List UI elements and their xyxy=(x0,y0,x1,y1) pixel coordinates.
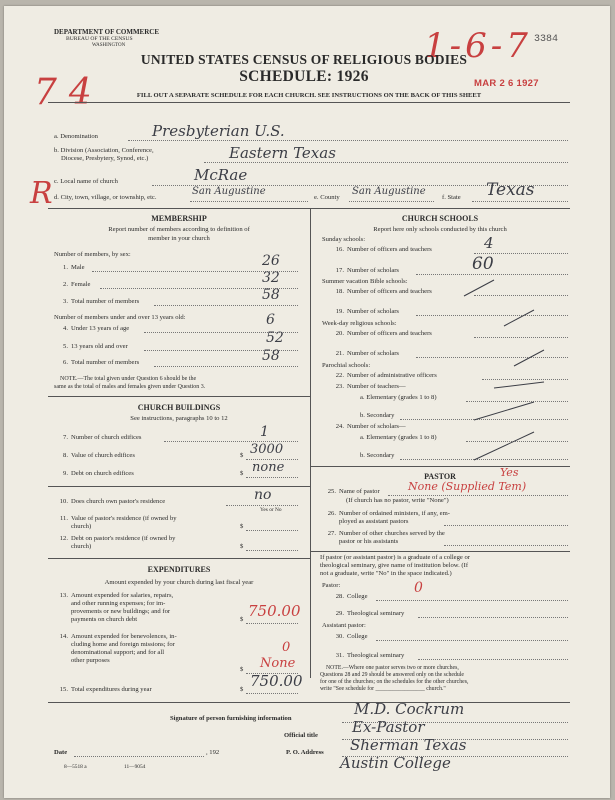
row-number: 18. xyxy=(335,288,344,295)
member-row-male xyxy=(54,264,85,272)
row-number: 3. xyxy=(63,298,68,305)
denomination-value: Presbyterian U.S. xyxy=(152,122,285,140)
pastor-row-26b: ployed as assistant pastors xyxy=(339,518,409,525)
school-row-24a: a. Elementary (grades 1 to 8) xyxy=(360,434,437,441)
membership-title: MEMBERSHIP xyxy=(151,214,207,223)
residence-debt-row-2: church) xyxy=(71,543,92,550)
column-divider xyxy=(310,208,311,678)
male-value: 26 xyxy=(262,253,280,269)
school-row-20 xyxy=(330,330,432,338)
exp-13-line4: payments on church debt xyxy=(71,616,138,623)
row-label: Number of teachers— xyxy=(347,383,406,390)
row-number: 31. xyxy=(335,652,344,659)
pastor-rule xyxy=(310,551,570,552)
exp-15-row xyxy=(54,686,152,694)
state-line xyxy=(472,201,568,202)
city-field-label: d. City, town, village, or township, etc. xyxy=(54,194,157,201)
row-label: Number of scholars xyxy=(347,350,400,357)
pastor-row-27b: pastor or his assistants xyxy=(339,538,399,545)
membership-note-2: same as the total of males and females given under Question 3. xyxy=(54,384,206,390)
address-label: P. O. Address xyxy=(286,749,324,756)
dollar-sign: $ xyxy=(240,452,244,459)
row-line xyxy=(226,505,298,506)
school-16-value: 4 xyxy=(484,234,494,252)
row-number: 26. xyxy=(327,510,336,517)
member-row-over13 xyxy=(54,343,128,351)
row-line xyxy=(246,477,298,478)
dollar-sign: $ xyxy=(240,616,244,623)
pastor-note-2: Questions 28 and 29 should be answered only on the schedule xyxy=(320,672,464,678)
member-row-total xyxy=(54,298,139,306)
row-line xyxy=(246,550,298,551)
row-line xyxy=(416,274,568,275)
dollar-sign: $ xyxy=(240,470,244,477)
form-title: UNITED STATES CENSUS OF RELIGIOUS BODIES xyxy=(140,52,468,67)
city-line xyxy=(190,201,308,202)
row-line xyxy=(246,530,298,531)
member-row-under13 xyxy=(54,325,129,333)
school-row-23b: b. Secondary xyxy=(360,412,395,419)
division-value: Eastern Texas xyxy=(229,144,336,162)
dollar-sign: $ xyxy=(240,523,244,530)
exp-14-line3: denominational support; and for all xyxy=(71,649,165,656)
row-number: 1. xyxy=(63,264,68,271)
row-number: 13. xyxy=(59,592,68,599)
grad-line-1: If pastor (or assistant pastor) is a graduate of a college or xyxy=(320,554,470,561)
pastor-row-29 xyxy=(330,610,404,618)
pastor-row-28 xyxy=(330,593,368,601)
division-label-2: Diocese, Presbytery, Synod, etc.) xyxy=(61,155,149,162)
total2-value: 58 xyxy=(262,348,280,364)
over13-value: 52 xyxy=(266,330,284,346)
row-line xyxy=(154,305,298,306)
asst-pastor-label: Assistant pastor: xyxy=(322,622,366,629)
row-number: 12. xyxy=(59,535,68,542)
total-value: 58 xyxy=(262,287,280,303)
residence-debt-row xyxy=(54,535,175,543)
edifices-row xyxy=(54,434,142,442)
row-number: 25. xyxy=(327,488,336,495)
local-name-label: c. Local name of church xyxy=(54,178,118,185)
by-sex-label: Number of members, by sex: xyxy=(54,251,131,258)
member-row-total2 xyxy=(54,359,139,367)
school-row-16 xyxy=(330,246,432,254)
row-label: Number of administrative officers xyxy=(347,372,437,379)
row-number: 23. xyxy=(335,383,344,390)
local-name-value: McRae xyxy=(194,166,248,184)
pastor-row-25-note: (If church has no pastor, write "None") xyxy=(346,497,449,504)
weekday-label: Week-day religious schools: xyxy=(322,320,397,327)
under13-value: 6 xyxy=(266,312,275,328)
edifices-value: 1 xyxy=(260,424,269,440)
dollar-sign: $ xyxy=(240,666,244,673)
exp-13-line2: and other running expenses; for im- xyxy=(71,600,166,607)
school-row-24 xyxy=(330,423,406,431)
row-line xyxy=(376,600,568,601)
header-rule xyxy=(48,102,570,103)
date-line xyxy=(74,756,204,757)
school-row-21 xyxy=(330,350,399,358)
row-number: 4. xyxy=(63,325,68,332)
membership-intro-1: Report number of members according to definition of xyxy=(108,226,250,233)
row-label: Total expenditures during year xyxy=(71,686,152,693)
yes-no-hint: Yes or No xyxy=(260,507,282,513)
instructions-line: FILL OUT A SEPARATE SCHEDULE FOR EACH CHURCH. SEE INSTRUCTIONS ON THE BACK OF THIS SHEET xyxy=(136,92,482,99)
row-number: 2. xyxy=(63,281,68,288)
denomination-line xyxy=(128,140,568,141)
row-number: 28. xyxy=(335,593,344,600)
school-row-23 xyxy=(330,383,406,391)
exp-14-line2: cluding home and foreign missions; for xyxy=(71,641,175,648)
row-label: Number of church edifices xyxy=(71,434,142,441)
row-number: 7. xyxy=(63,434,68,441)
row-number: 24. xyxy=(335,423,344,430)
pastor-note-1: NOTE.—Where one pastor serves two or more churches, xyxy=(326,665,459,671)
school-row-17 xyxy=(330,267,399,275)
pastor-title: PASTOR xyxy=(424,472,456,481)
row-number: 6. xyxy=(63,359,68,366)
city-label: WASHINGTON xyxy=(92,43,126,48)
row-number: 10. xyxy=(59,498,68,505)
row-label: Debt on church edifices xyxy=(71,470,134,477)
row-number: 22. xyxy=(335,372,344,379)
row-label: Does church own pastor's residence xyxy=(71,498,166,505)
summer-label: Summer vacation Bible schools: xyxy=(322,278,408,285)
row-line xyxy=(418,659,568,660)
exp-13-line1 xyxy=(54,592,173,600)
row-number: 21. xyxy=(335,350,344,357)
row-label: Theological seminary xyxy=(347,652,405,659)
row-line xyxy=(444,525,568,526)
dept-label: DEPARTMENT OF COMMERCE xyxy=(54,28,160,36)
sunday-label: Sunday schools: xyxy=(322,236,366,243)
row-label: 13 years old and over xyxy=(71,343,128,350)
female-value: 32 xyxy=(262,270,280,286)
row-number: 19. xyxy=(335,308,344,315)
row-label: Value of church edifices xyxy=(71,452,135,459)
exp-14-zero: 0 xyxy=(282,640,291,655)
received-stamp: MAR 2 6 1927 xyxy=(474,78,539,89)
row-number: 30. xyxy=(335,633,344,640)
pastor-note-3: for one of the churches; on the schedules for the other churches, xyxy=(320,679,469,685)
edifice-value: 3000 xyxy=(250,442,284,457)
row-label: Number of scholars xyxy=(347,267,400,274)
pastor-sub-label: Pastor: xyxy=(322,582,341,589)
handwritten-74: 74 xyxy=(34,72,104,113)
section-rule xyxy=(48,208,570,209)
row-line xyxy=(388,495,568,496)
grad-line-3: not a graduate, write "No" in the space indicated.) xyxy=(320,570,452,577)
handwritten-r: R xyxy=(30,176,53,211)
row-line xyxy=(418,617,568,618)
dollar-sign: $ xyxy=(240,543,244,550)
row-label: Female xyxy=(71,281,91,288)
row-number: 14. xyxy=(59,633,68,640)
row-line xyxy=(444,545,568,546)
membership-note-1: NOTE.—The total given under Question 6 should be the xyxy=(60,376,197,382)
state-label: f. State xyxy=(442,194,461,201)
schedule-title: SCHEDULE: 1926 xyxy=(239,68,369,85)
buildings-title: CHURCH BUILDINGS xyxy=(137,403,221,412)
expenditures-title: EXPENDITURES xyxy=(147,565,211,574)
pastor-row-30 xyxy=(330,633,368,641)
row-label: Number of scholars xyxy=(347,308,400,315)
pastor-yes: Yes xyxy=(500,466,519,479)
exp-14-line4: other purposes xyxy=(71,657,110,664)
row-label: Under 13 years of age xyxy=(71,325,130,332)
by-age-label: Number of members under and over 13 years old: xyxy=(54,314,186,321)
school-row-18 xyxy=(330,288,432,296)
official-title-value: Ex-Pastor xyxy=(352,718,425,736)
row-label: Total number of members xyxy=(71,359,140,366)
row-line xyxy=(376,640,568,641)
expenditures-sub: Amount expended by your church during last fiscal year xyxy=(104,579,254,586)
row-number: 9. xyxy=(63,470,68,477)
row-number: 15. xyxy=(59,686,68,693)
row-label: Amount expended for benevolences, in- xyxy=(71,633,177,640)
signature-label: Signature of person furnishing information xyxy=(170,715,292,722)
buildings-sub: See instructions, paragraphs 10 to 12 xyxy=(130,415,228,422)
state-value: Texas xyxy=(486,180,535,200)
row-label: Number of scholars— xyxy=(347,423,406,430)
form-code: 8—5518 a xyxy=(64,764,87,770)
parochial-label: Parochial schools: xyxy=(322,362,371,369)
membership-rule xyxy=(48,396,310,397)
exp-14-line1 xyxy=(54,633,177,641)
date-year: , 192 xyxy=(206,749,220,756)
edifice-debt-row xyxy=(54,470,134,478)
footer-rule xyxy=(48,702,570,703)
residence-value-row-2: church) xyxy=(71,523,92,530)
row-label: Number of ordained ministers, if any, em- xyxy=(339,510,450,517)
row-label: Number of officers and teachers xyxy=(347,288,432,295)
schools-title: CHURCH SCHOOLS xyxy=(401,214,479,223)
row-number: 8. xyxy=(63,452,68,459)
residence-value: no xyxy=(254,487,272,503)
buildings-rule-2 xyxy=(48,558,310,559)
row-line xyxy=(154,366,298,367)
edifice-value-row xyxy=(54,452,135,460)
census-schedule-form xyxy=(4,6,610,798)
official-title-label: Official title xyxy=(284,732,318,739)
handwritten-date: 1-6-7 xyxy=(424,26,532,66)
county-label: e. County xyxy=(314,194,340,201)
schools-rule xyxy=(310,466,570,467)
pastor-row-25 xyxy=(322,488,380,496)
edifice-debt-value: none xyxy=(252,460,285,475)
denomination-label: a. Denomination xyxy=(54,133,98,140)
row-label: Male xyxy=(71,264,85,271)
row-label: Theological seminary xyxy=(347,610,405,617)
schools-sub: Report here only schools conducted by this church xyxy=(373,226,507,233)
row-number: 16. xyxy=(335,246,344,253)
residence-row xyxy=(54,498,165,506)
date-label: Date xyxy=(54,749,68,756)
row-label: Number of officers and teachers xyxy=(347,246,432,253)
row-number: 17. xyxy=(335,267,344,274)
school-row-22 xyxy=(330,372,437,380)
pastor-note-4: write "See schedule for _________________ church." xyxy=(320,686,446,692)
row-label: Number of officers and teachers xyxy=(347,330,432,337)
form-number: 3384 xyxy=(534,34,559,45)
strike-marks xyxy=(434,276,564,466)
division-line xyxy=(204,162,568,163)
row-label: College xyxy=(347,633,368,640)
row-label: Amount expended for salaries, repairs, xyxy=(71,592,174,599)
row-label: Number of other churches served by the xyxy=(339,530,445,537)
row-line xyxy=(246,623,298,624)
membership-intro-2: member in your church xyxy=(148,235,210,242)
city-value: San Augustine xyxy=(192,186,266,197)
row-number: 20. xyxy=(335,330,344,337)
exp-15-value: 750.00 xyxy=(250,672,303,690)
pastor-row-26 xyxy=(322,510,450,518)
row-label: Name of pastor xyxy=(339,488,380,495)
residence-value-row xyxy=(54,515,177,523)
row-number: 27. xyxy=(327,530,336,537)
row-number: 11. xyxy=(60,515,68,522)
exp-14-value: None xyxy=(260,656,296,671)
school-row-23a: a. Elementary (grades 1 to 8) xyxy=(360,394,437,401)
pastor-row-27 xyxy=(322,530,445,538)
row-label: Total number of members xyxy=(71,298,140,305)
county-line xyxy=(349,201,434,202)
dollar-sign: $ xyxy=(240,686,244,693)
school-17-value: 60 xyxy=(472,254,494,274)
division-label: b. Division (Association, Conference, xyxy=(54,147,154,154)
row-label: Value of pastor's residence (if owned by xyxy=(71,515,177,522)
pastor-name-value: None (Supplied Tem) xyxy=(408,480,527,493)
print-code: 11—9054 xyxy=(124,764,146,770)
address-value: Sherman Texas xyxy=(350,736,467,754)
row-label: College xyxy=(347,593,368,600)
member-row-female xyxy=(54,281,90,289)
school-row-19 xyxy=(330,308,399,316)
school-row-24b: b. Secondary xyxy=(360,452,395,459)
exp-13-value: 750.00 xyxy=(248,602,301,620)
pastor-college-value: 0 xyxy=(414,580,423,596)
address-extra: Austin College xyxy=(340,754,451,772)
bureau-label: BUREAU OF THE CENSUS xyxy=(66,36,133,42)
row-line xyxy=(246,693,298,694)
row-number: 5. xyxy=(63,343,68,350)
county-value: San Augustine xyxy=(352,186,426,197)
pastor-row-31 xyxy=(330,652,404,660)
exp-13-line3: provements or new buildings; and for xyxy=(71,608,171,615)
signature-value: M.D. Cockrum xyxy=(354,700,465,718)
row-number: 29. xyxy=(335,610,344,617)
grad-line-2: theological seminary, give name of institution below. (If xyxy=(320,562,469,569)
row-label: Debt on pastor's residence (if owned by xyxy=(71,535,176,542)
